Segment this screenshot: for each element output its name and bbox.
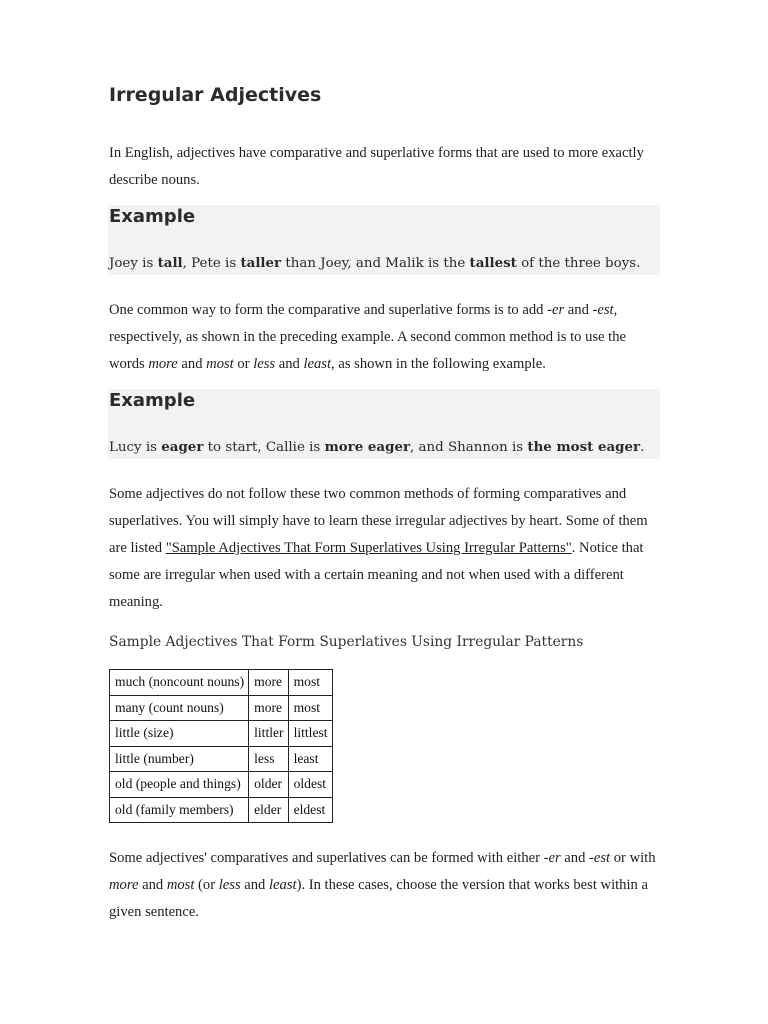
page-title: Irregular Adjectives <box>109 84 322 106</box>
paragraph-text: or with <box>610 850 656 866</box>
table-row <box>110 772 333 798</box>
italic-term: less <box>253 356 276 372</box>
paragraph-text: and <box>138 877 167 893</box>
table-cell-superlative: most <box>288 670 332 696</box>
italic-term: er <box>548 850 561 866</box>
table-row <box>110 670 333 696</box>
example-sentence-2 <box>109 439 644 455</box>
paragraph-text: Some adjectives do not follow these two common methods of forming comparatives and superlatives. You will simply have to learn these irregular adjectives by heart. Some of them are listed <box>109 486 648 556</box>
example-text: of the three boys. <box>516 256 641 271</box>
example-bold-word: more eager <box>324 439 411 455</box>
italic-term: least <box>303 356 332 372</box>
example-sentence-1 <box>109 255 640 271</box>
example-box-1 <box>108 205 660 275</box>
example-text: Joey is <box>109 256 158 271</box>
example-text: than Joey, and Malik is the <box>281 256 470 271</box>
table-cell-adjective: much (noncount nouns) <box>110 670 249 696</box>
example-bold-word: tallest <box>469 255 517 271</box>
final-paragraph <box>109 845 660 926</box>
table-cell-comparative: less <box>249 746 288 772</box>
table-cell-superlative: littlest <box>288 721 332 747</box>
paragraph-text: ). In these cases, choose the version that works best within a given sentence. <box>109 877 648 920</box>
table-cell-comparative: littler <box>249 721 288 747</box>
table-reference-link[interactable]: "Sample Adjectives That Form Superlatives Using Irregular Patterns" <box>165 540 572 556</box>
method-paragraph <box>109 297 660 378</box>
irregular-paragraph <box>109 481 660 616</box>
table-cell-adjective: little (size) <box>110 721 249 747</box>
table-row <box>110 797 333 823</box>
paragraph-text: and <box>177 356 207 372</box>
table-cell-comparative: elder <box>249 797 288 823</box>
italic-term: least <box>269 877 297 893</box>
example-bold-word: the most eager <box>527 439 641 455</box>
table-cell-superlative: oldest <box>288 772 332 798</box>
example-text: to start, Callie is <box>203 440 325 455</box>
paragraph-text: and <box>240 877 269 893</box>
table-cell-comparative: more <box>249 695 288 721</box>
paragraph-text: and - <box>564 302 598 318</box>
paragraph-text: or <box>233 356 254 372</box>
italic-term: est <box>593 850 611 866</box>
paragraph-text: . Notice that some are irregular when used with a certain meaning and not when used with a different meaning. <box>109 540 644 610</box>
table-cell-adjective: old (family members) <box>110 797 249 823</box>
italic-term: less <box>218 877 241 893</box>
paragraph-text: , as shown in the following example. <box>331 356 546 372</box>
table-cell-adjective: old (people and things) <box>110 772 249 798</box>
paragraph-text: Some adjectives' comparatives and superlatives can be formed with either - <box>109 850 549 866</box>
example-text: Lucy is <box>109 440 162 455</box>
paragraph-text: and <box>275 356 304 372</box>
italic-term: more <box>148 356 178 372</box>
table-cell-comparative: more <box>249 670 288 696</box>
table-row <box>110 746 333 772</box>
example-box-2 <box>108 389 660 459</box>
irregular-adjectives-table <box>109 669 333 823</box>
example-bold-word: taller <box>240 255 282 271</box>
italic-term: er <box>551 302 565 318</box>
italic-term: est <box>597 302 614 318</box>
italic-term: most <box>206 356 234 372</box>
italic-term: more <box>109 877 139 893</box>
table-cell-superlative: least <box>288 746 332 772</box>
table-cell-superlative: most <box>288 695 332 721</box>
table-row <box>110 695 333 721</box>
table-cell-superlative: eldest <box>288 797 332 823</box>
italic-term: most <box>166 877 195 893</box>
table-caption: Sample Adjectives That Form Superlatives Using Irregular Patterns <box>109 634 584 650</box>
table-row <box>110 721 333 747</box>
paragraph-text: One common way to form the comparative and superlative forms is to add - <box>109 302 552 318</box>
table-cell-adjective: little (number) <box>110 746 249 772</box>
paragraph-text: , respectively, as shown in the preceding example. A second common method is to use the words <box>109 302 627 372</box>
paragraph-text: and - <box>560 850 594 866</box>
example-bold-word: eager <box>161 439 204 455</box>
example-text: , and Shannon is <box>410 440 528 455</box>
example-text: , Pete is <box>182 256 241 271</box>
paragraph-text: (or <box>194 877 219 893</box>
table-cell-comparative: older <box>249 772 288 798</box>
example-bold-word: tall <box>157 255 183 271</box>
example-heading-1: Example <box>109 206 196 227</box>
example-heading-2: Example <box>109 390 196 411</box>
example-text: . <box>640 440 645 455</box>
table-cell-adjective: many (count nouns) <box>110 695 249 721</box>
intro-paragraph: In English, adjectives have comparative and superlative forms that are used to more exactly describe nouns. <box>109 145 644 188</box>
